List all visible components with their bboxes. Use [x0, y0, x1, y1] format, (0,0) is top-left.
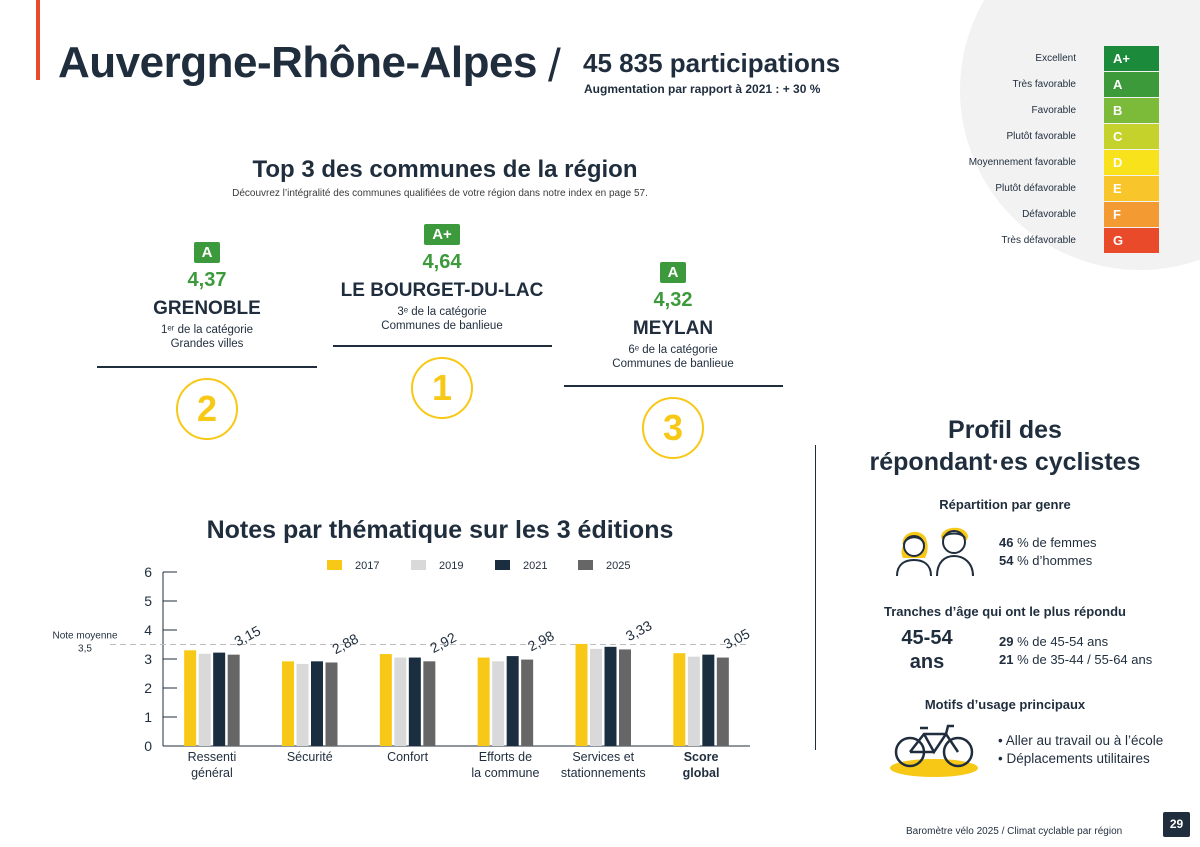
men-percent: 54	[999, 553, 1014, 568]
age-percent-2: 21	[999, 652, 1014, 667]
legend-label: Plutôt défavorable	[995, 183, 1076, 194]
data-label: 3,05	[720, 625, 753, 653]
commune-category-rank: 1ᵉʳ de la catégorie	[160, 324, 254, 336]
bar	[282, 661, 294, 746]
bar-chart	[0, 550, 790, 800]
commune-category: Communes de banlieue	[381, 320, 503, 332]
rank-circle: 2	[176, 378, 238, 440]
category-label: global	[682, 766, 720, 780]
y-tick-label: 0	[144, 738, 152, 754]
men-label: % d’hommes	[1013, 553, 1093, 568]
accent-bar	[36, 0, 40, 80]
bar	[228, 655, 240, 746]
motif-item: • Déplacements utilitaires	[998, 751, 1150, 766]
commune-score: 4,32	[653, 289, 693, 311]
legend-label: Défavorable	[1022, 209, 1076, 220]
commune-category: Communes de banlieue	[612, 358, 734, 370]
legend-grade-box: D	[1104, 150, 1159, 175]
legend-row	[980, 124, 1160, 150]
title-separator: /	[548, 39, 561, 91]
motifs-heading: Motifs d’usage principaux	[924, 697, 1086, 712]
podium-line	[564, 385, 783, 387]
commune-score: 4,37	[187, 269, 227, 291]
y-tick-label: 4	[144, 622, 152, 638]
bar	[380, 654, 392, 746]
bar	[492, 661, 504, 746]
legend-label: Plutôt favorable	[1006, 131, 1076, 142]
bar	[213, 653, 225, 746]
top3-title: Top 3 des communes de la région	[252, 156, 638, 183]
podium-line	[97, 366, 317, 368]
chart-legend-label: 2025	[606, 560, 631, 572]
bar	[605, 647, 617, 746]
podium-le-bourget-du-lac	[332, 224, 552, 333]
legend-grade-box: F	[1104, 202, 1159, 227]
commune-category-rank: 6ᵉ de la catégorie	[628, 344, 718, 356]
age-highlight-unit: ans	[909, 651, 945, 673]
age-label-1: % de 45-54 ans	[1013, 634, 1109, 649]
bar	[311, 661, 323, 746]
bar	[423, 661, 435, 746]
bar	[717, 658, 729, 746]
women-label: % de femmes	[1013, 535, 1097, 550]
bar	[702, 655, 714, 746]
legend-grade-box: A+	[1104, 46, 1159, 71]
legend-grade-box: A	[1104, 72, 1159, 97]
chart-legend-swatch	[327, 560, 342, 570]
category-label: général	[191, 766, 233, 780]
genre-heading: Répartition par genre	[939, 497, 1071, 512]
motifs-list	[998, 732, 1163, 768]
top3-subtitle: Découvrez l’intégralité des communes qualifiées de votre région dans notre index en page 57.	[232, 188, 648, 199]
bar	[576, 644, 588, 746]
legend-row	[968, 150, 1160, 176]
data-label: 2,98	[525, 627, 557, 655]
bar	[688, 657, 700, 746]
age-heading: Tranches d’âge qui ont le plus répondu	[884, 604, 1126, 619]
category-label: stationnements	[560, 766, 646, 780]
legend-grade-box: E	[1104, 176, 1159, 201]
reference-label: Note moyenne	[52, 630, 118, 642]
legend-grade-box: G	[1104, 228, 1159, 253]
legend-row	[980, 228, 1160, 254]
legend-label: Très défavorable	[1001, 235, 1076, 246]
data-label: 3,15	[231, 622, 264, 650]
chart-legend-swatch	[411, 560, 426, 570]
legend-row	[980, 202, 1160, 228]
y-tick-label: 1	[144, 709, 152, 725]
commune-category: Grandes villes	[170, 338, 244, 350]
bar	[326, 662, 338, 746]
category-label: Efforts de	[478, 750, 533, 764]
legend-row	[980, 72, 1160, 98]
legend-label: Moyennement favorable	[968, 157, 1076, 168]
grade-badge: A	[660, 262, 687, 283]
legend-label: Favorable	[1031, 105, 1076, 116]
data-label: 2,88	[329, 630, 361, 658]
podium-line	[333, 345, 552, 347]
legend-row	[980, 176, 1160, 202]
motif-item: • Aller au travail ou à l’école	[998, 733, 1164, 748]
podium-meylan	[563, 262, 783, 371]
category-label: Ressenti	[187, 750, 237, 764]
category-label: Score	[683, 750, 719, 764]
bar	[199, 654, 211, 746]
bar	[619, 649, 631, 746]
data-label: 2,92	[427, 629, 459, 656]
age-percent-1: 29	[999, 634, 1014, 649]
bar	[478, 658, 490, 746]
age-stats	[999, 633, 1152, 669]
profil-title	[840, 414, 1170, 478]
age-highlight	[882, 626, 972, 674]
age-highlight-range: 45-54	[901, 627, 953, 649]
rank-circle: 3	[642, 397, 704, 459]
commune-category-rank: 3ᵉ de la catégorie	[397, 306, 487, 318]
chart-legend-swatch	[578, 560, 593, 570]
vertical-divider	[815, 445, 816, 750]
bar	[507, 656, 519, 746]
grade-badge: A+	[424, 224, 460, 245]
bar	[184, 650, 196, 746]
participations-count: 45 835 participations	[583, 48, 841, 78]
reference-value: 3,5	[78, 643, 92, 655]
page-number: 29	[1163, 812, 1190, 837]
genre-stats	[999, 534, 1097, 570]
commune-name: MEYLAN	[632, 318, 714, 339]
rank-circle: 1	[411, 357, 473, 419]
y-tick-label: 2	[144, 680, 152, 696]
legend-label: Excellent	[1035, 53, 1076, 64]
bar	[409, 658, 421, 746]
podium-grenoble	[97, 242, 317, 351]
category-label: Sécurité	[286, 750, 333, 764]
bar	[590, 649, 602, 746]
commune-name: GRENOBLE	[153, 298, 261, 319]
commune-score: 4,64	[422, 251, 462, 273]
bar	[394, 658, 406, 746]
chart-legend-label: 2021	[523, 560, 548, 572]
bar	[673, 653, 685, 746]
chart-legend-label: 2019	[439, 560, 464, 572]
chart-title: Notes par thématique sur les 3 éditions	[206, 516, 674, 544]
y-tick-label: 5	[144, 593, 152, 609]
profil-title-line1: Profil des	[948, 416, 1062, 444]
grade-badge: A	[194, 242, 221, 263]
footer-text: Baromètre vélo 2025 / Climat cyclable par région	[906, 826, 1123, 837]
age-label-2: % de 35-44 / 55-64 ans	[1013, 652, 1153, 667]
category-label: Services et	[572, 750, 635, 764]
legend-row	[980, 98, 1160, 124]
bar	[521, 660, 533, 746]
profil-title-line2: répondant·es cyclistes	[869, 448, 1141, 476]
chart-legend-swatch	[495, 560, 510, 570]
legend-label: Très favorable	[1012, 79, 1076, 90]
category-label: la commune	[471, 766, 540, 780]
augmentation-text: Augmentation par rapport à 2021 : + 30 %	[584, 82, 821, 96]
legend-grade-box: C	[1104, 124, 1159, 149]
people-icon	[893, 520, 979, 578]
women-percent: 46	[999, 535, 1014, 550]
bicycle-icon	[888, 720, 980, 778]
data-label: 3,33	[622, 617, 655, 645]
category-label: Confort	[387, 750, 429, 764]
legend-row	[980, 46, 1160, 72]
y-tick-label: 3	[144, 651, 152, 667]
y-tick-label: 6	[144, 564, 152, 580]
commune-name: LE BOURGET-DU-LAC	[340, 280, 544, 301]
bar	[297, 664, 309, 746]
page-title: Auvergne-Rhône-Alpes	[58, 38, 537, 87]
legend-grade-box: B	[1104, 98, 1159, 123]
chart-legend-label: 2017	[355, 560, 380, 572]
